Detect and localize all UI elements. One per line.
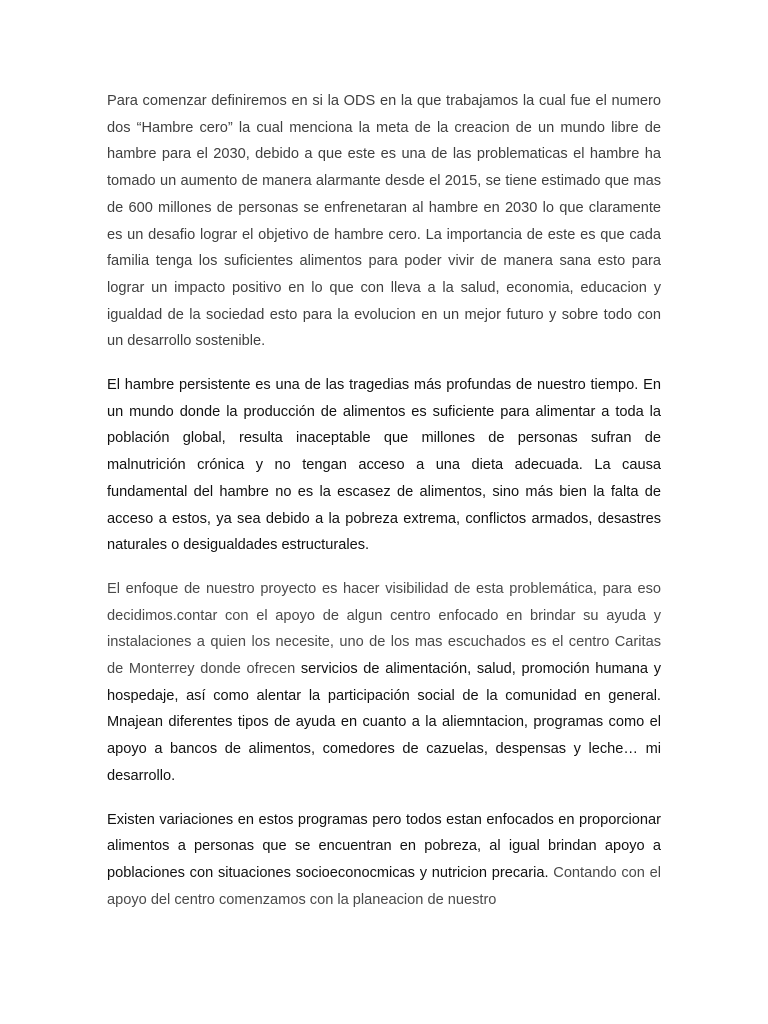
paragraph-program-variations-part1: Existen variaciones en estos programas pero todos estan enfocados en proporcionar alimentos a personas que se encuentran en pobreza, al igual brindan apoyo a poblaciones con situaciones socioeconocmicas y nutricion precaria. (107, 811, 661, 881)
paragraph-project-focus (107, 576, 661, 790)
paragraph-project-focus-part2: servicios de alimentación, salud, promoción humana y hospedaje, así como alentar la participación social de la comunidad en general. Mnajean diferentes tipos de ayuda en cuanto a la aliemntacion, programas como el apoyo a bancos de alimentos, comedores de cazuelas, despensas y leche… mi desarrollo. (107, 661, 661, 784)
document-body (107, 88, 661, 913)
paragraph-hunger-persistent: El hambre persistente es una de las tragedias más profundas de nuestro tiempo. En un mundo donde la producción de alimentos es suficiente para alimentar a toda la población global, resulta inaceptable que millones de personas sufran de malnutrición crónica y no tengan acceso a una dieta adecuada. La causa fundamental del hambre no es la escasez de alimentos, sino más bien la falta de acceso a estos, ya sea debido a la pobreza extrema, conflictos armados, desastres naturales o desigualdades estructurales. (107, 377, 661, 554)
paragraph-project-focus-part1: El enfoque de nuestro proyecto es hacer visibilidad de esta problemática, para eso decidimos.contar con el apoyo de algun centro enfocado en brindar su ayuda y instalaciones a quien los necesite, uno de los mas escuchados es el centro Caritas de Monterrey donde ofrecen (107, 580, 661, 678)
paragraph-program-variations (107, 807, 661, 914)
paragraph-program-variations-part2: Contando con el apoyo del centro comenzamos con la planeacion de nuestro (107, 864, 661, 908)
paragraph-ods-intro: Para comenzar definiremos en si la ODS en la que trabajamos la cual fue el numero dos “Hambre cero” la cual menciona la meta de la creacion de un mundo libre de hambre para el 2030, debido a que este es una de las problematicas el hambre ha tomado un aumento de manera alarmante desde el 2015, se tiene estimado que mas de 600 millones de personas se enfrenetaran al hambre en 2030 lo que claramente es un desafio lograr el objetivo de hambre cero. La importancia de este es que cada familia tenga los suficientes alimentos para poder vivir de manera sana esto para lograr un impacto positivo en lo que con lleva a la salud, economia, educacion y igualdad de la sociedad esto para la evolucion en un mejor futuro y sobre todo con un desarrollo sostenible. (107, 93, 661, 350)
